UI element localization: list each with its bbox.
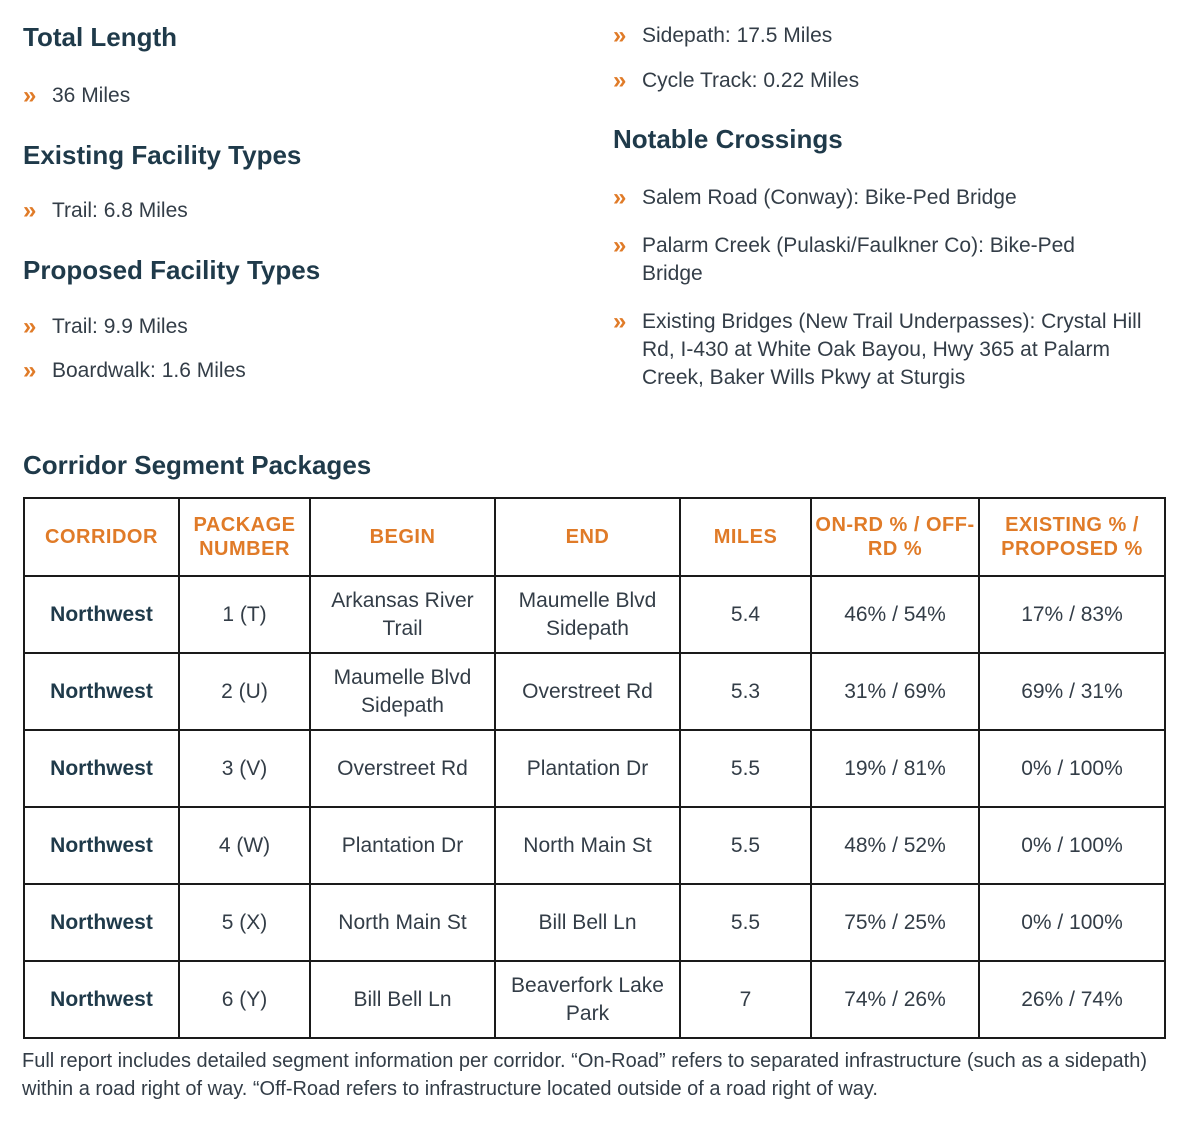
chevron-right-icon: »	[613, 22, 624, 49]
column-header: ON-RD % / OFF-RD %	[811, 498, 979, 576]
column-header: CORRIDOR	[24, 498, 179, 576]
table-cell: Overstreet Rd	[495, 653, 680, 730]
table-cell: 6 (Y)	[179, 961, 310, 1038]
table-cell: 5.5	[680, 807, 811, 884]
table-cell: Beaverfork Lake Park	[495, 961, 680, 1038]
table-cell: 5 (X)	[179, 884, 310, 961]
list-item-text: Trail: 6.8 Miles	[52, 199, 188, 222]
chevron-right-icon: »	[23, 313, 34, 340]
list-item-crossing	[613, 308, 1158, 392]
list-item-text: Cycle Track: 0.22 Miles	[642, 69, 860, 92]
table-title: Corridor Segment Packages	[23, 450, 372, 480]
table-cell: Northwest	[24, 576, 179, 653]
table-cell: 46% / 54%	[811, 576, 979, 653]
table-cell: 5.4	[680, 576, 811, 653]
list-item-total-length	[23, 82, 563, 110]
table-cell: 69% / 31%	[979, 653, 1165, 730]
table-cell: Northwest	[24, 884, 179, 961]
table-row	[24, 653, 1165, 730]
chevron-right-icon: »	[613, 184, 624, 211]
table-cell: Bill Bell Ln	[310, 961, 495, 1038]
table-cell: Northwest	[24, 961, 179, 1038]
table-cell: 1 (T)	[179, 576, 310, 653]
table-row	[24, 730, 1165, 807]
list-item-proposed-sidepath	[613, 22, 1173, 50]
column-header: EXISTING % / PROPOSED %	[979, 498, 1165, 576]
list-item-crossing	[613, 184, 1173, 212]
column-header: BEGIN	[310, 498, 495, 576]
table-cell: North Main St	[495, 807, 680, 884]
footnote: Full report includes detailed segment information per corridor. “On-Road” refers to separated infrastructure (such as a sidepath) within a road right of way. “Off-Road refers to infrastructure located outside of a road right of way.	[22, 1050, 1147, 1100]
table-cell: 2 (U)	[179, 653, 310, 730]
table-cell: 5.3	[680, 653, 811, 730]
list-item-text: Palarm Creek (Pulaski/Faulkner Co): Bike-Ped Bridge	[642, 234, 1075, 285]
table-cell: Northwest	[24, 807, 179, 884]
list-item-existing-trail	[23, 197, 563, 225]
table-cell: 4 (W)	[179, 807, 310, 884]
table-cell: 5.5	[680, 730, 811, 807]
heading-existing-facility-types: Existing Facility Types	[23, 140, 302, 170]
corridor-segment-table	[23, 497, 1166, 1039]
list-item-text: Trail: 9.9 Miles	[52, 315, 188, 338]
table-cell: 0% / 100%	[979, 730, 1165, 807]
list-item-text: Salem Road (Conway): Bike-Ped Bridge	[642, 186, 1017, 209]
list-item-proposed-trail	[23, 313, 563, 341]
table-cell: 0% / 100%	[979, 807, 1165, 884]
table-cell: 7	[680, 961, 811, 1038]
heading-notable-crossings: Notable Crossings	[613, 124, 843, 154]
chevron-right-icon: »	[23, 357, 34, 384]
chevron-right-icon: »	[23, 197, 34, 224]
table-cell: 75% / 25%	[811, 884, 979, 961]
list-item-text: Boardwalk: 1.6 Miles	[52, 359, 246, 382]
heading-proposed-facility-types: Proposed Facility Types	[23, 255, 321, 285]
table-cell: North Main St	[310, 884, 495, 961]
table-header-row	[24, 498, 1165, 576]
table-cell: Plantation Dr	[310, 807, 495, 884]
table-cell: Northwest	[24, 730, 179, 807]
table-cell: 17% / 83%	[979, 576, 1165, 653]
table-cell: 5.5	[680, 884, 811, 961]
chevron-right-icon: »	[613, 67, 624, 94]
list-item-crossing	[613, 232, 1133, 288]
table-cell: 31% / 69%	[811, 653, 979, 730]
table-row	[24, 884, 1165, 961]
list-item-proposed-boardwalk	[23, 357, 563, 385]
table-row	[24, 576, 1165, 653]
table-cell: 26% / 74%	[979, 961, 1165, 1038]
table-cell: Bill Bell Ln	[495, 884, 680, 961]
table-cell: Maumelle Blvd Sidepath	[310, 653, 495, 730]
column-header: END	[495, 498, 680, 576]
table-cell: Plantation Dr	[495, 730, 680, 807]
list-item-proposed-cycle-track	[613, 67, 1173, 95]
table-cell: 74% / 26%	[811, 961, 979, 1038]
list-item-text: Existing Bridges (New Trail Underpasses): Crystal Hill Rd, I-430 at White Oak Bayou, Hwy 365 at Palarm Creek, Baker Wills Pkwy at Sturgis	[642, 310, 1142, 389]
column-header: MILES	[680, 498, 811, 576]
list-item-text: 36 Miles	[52, 84, 131, 107]
table-cell: 0% / 100%	[979, 884, 1165, 961]
table-cell: Arkansas River Trail	[310, 576, 495, 653]
table-row	[24, 807, 1165, 884]
table-cell: 19% / 81%	[811, 730, 979, 807]
table-row	[24, 961, 1165, 1038]
chevron-right-icon: »	[613, 232, 624, 259]
list-item-text: Sidepath: 17.5 Miles	[642, 24, 833, 47]
table-cell: Overstreet Rd	[310, 730, 495, 807]
chevron-right-icon: »	[613, 308, 624, 335]
chevron-right-icon: »	[23, 82, 34, 109]
table-cell: Northwest	[24, 653, 179, 730]
table-body	[24, 576, 1165, 1038]
table-cell: Maumelle Blvd Sidepath	[495, 576, 680, 653]
table-cell: 3 (V)	[179, 730, 310, 807]
table-cell: 48% / 52%	[811, 807, 979, 884]
column-header: PACKAGE NUMBER	[179, 498, 310, 576]
heading-total-length: Total Length	[23, 22, 178, 52]
